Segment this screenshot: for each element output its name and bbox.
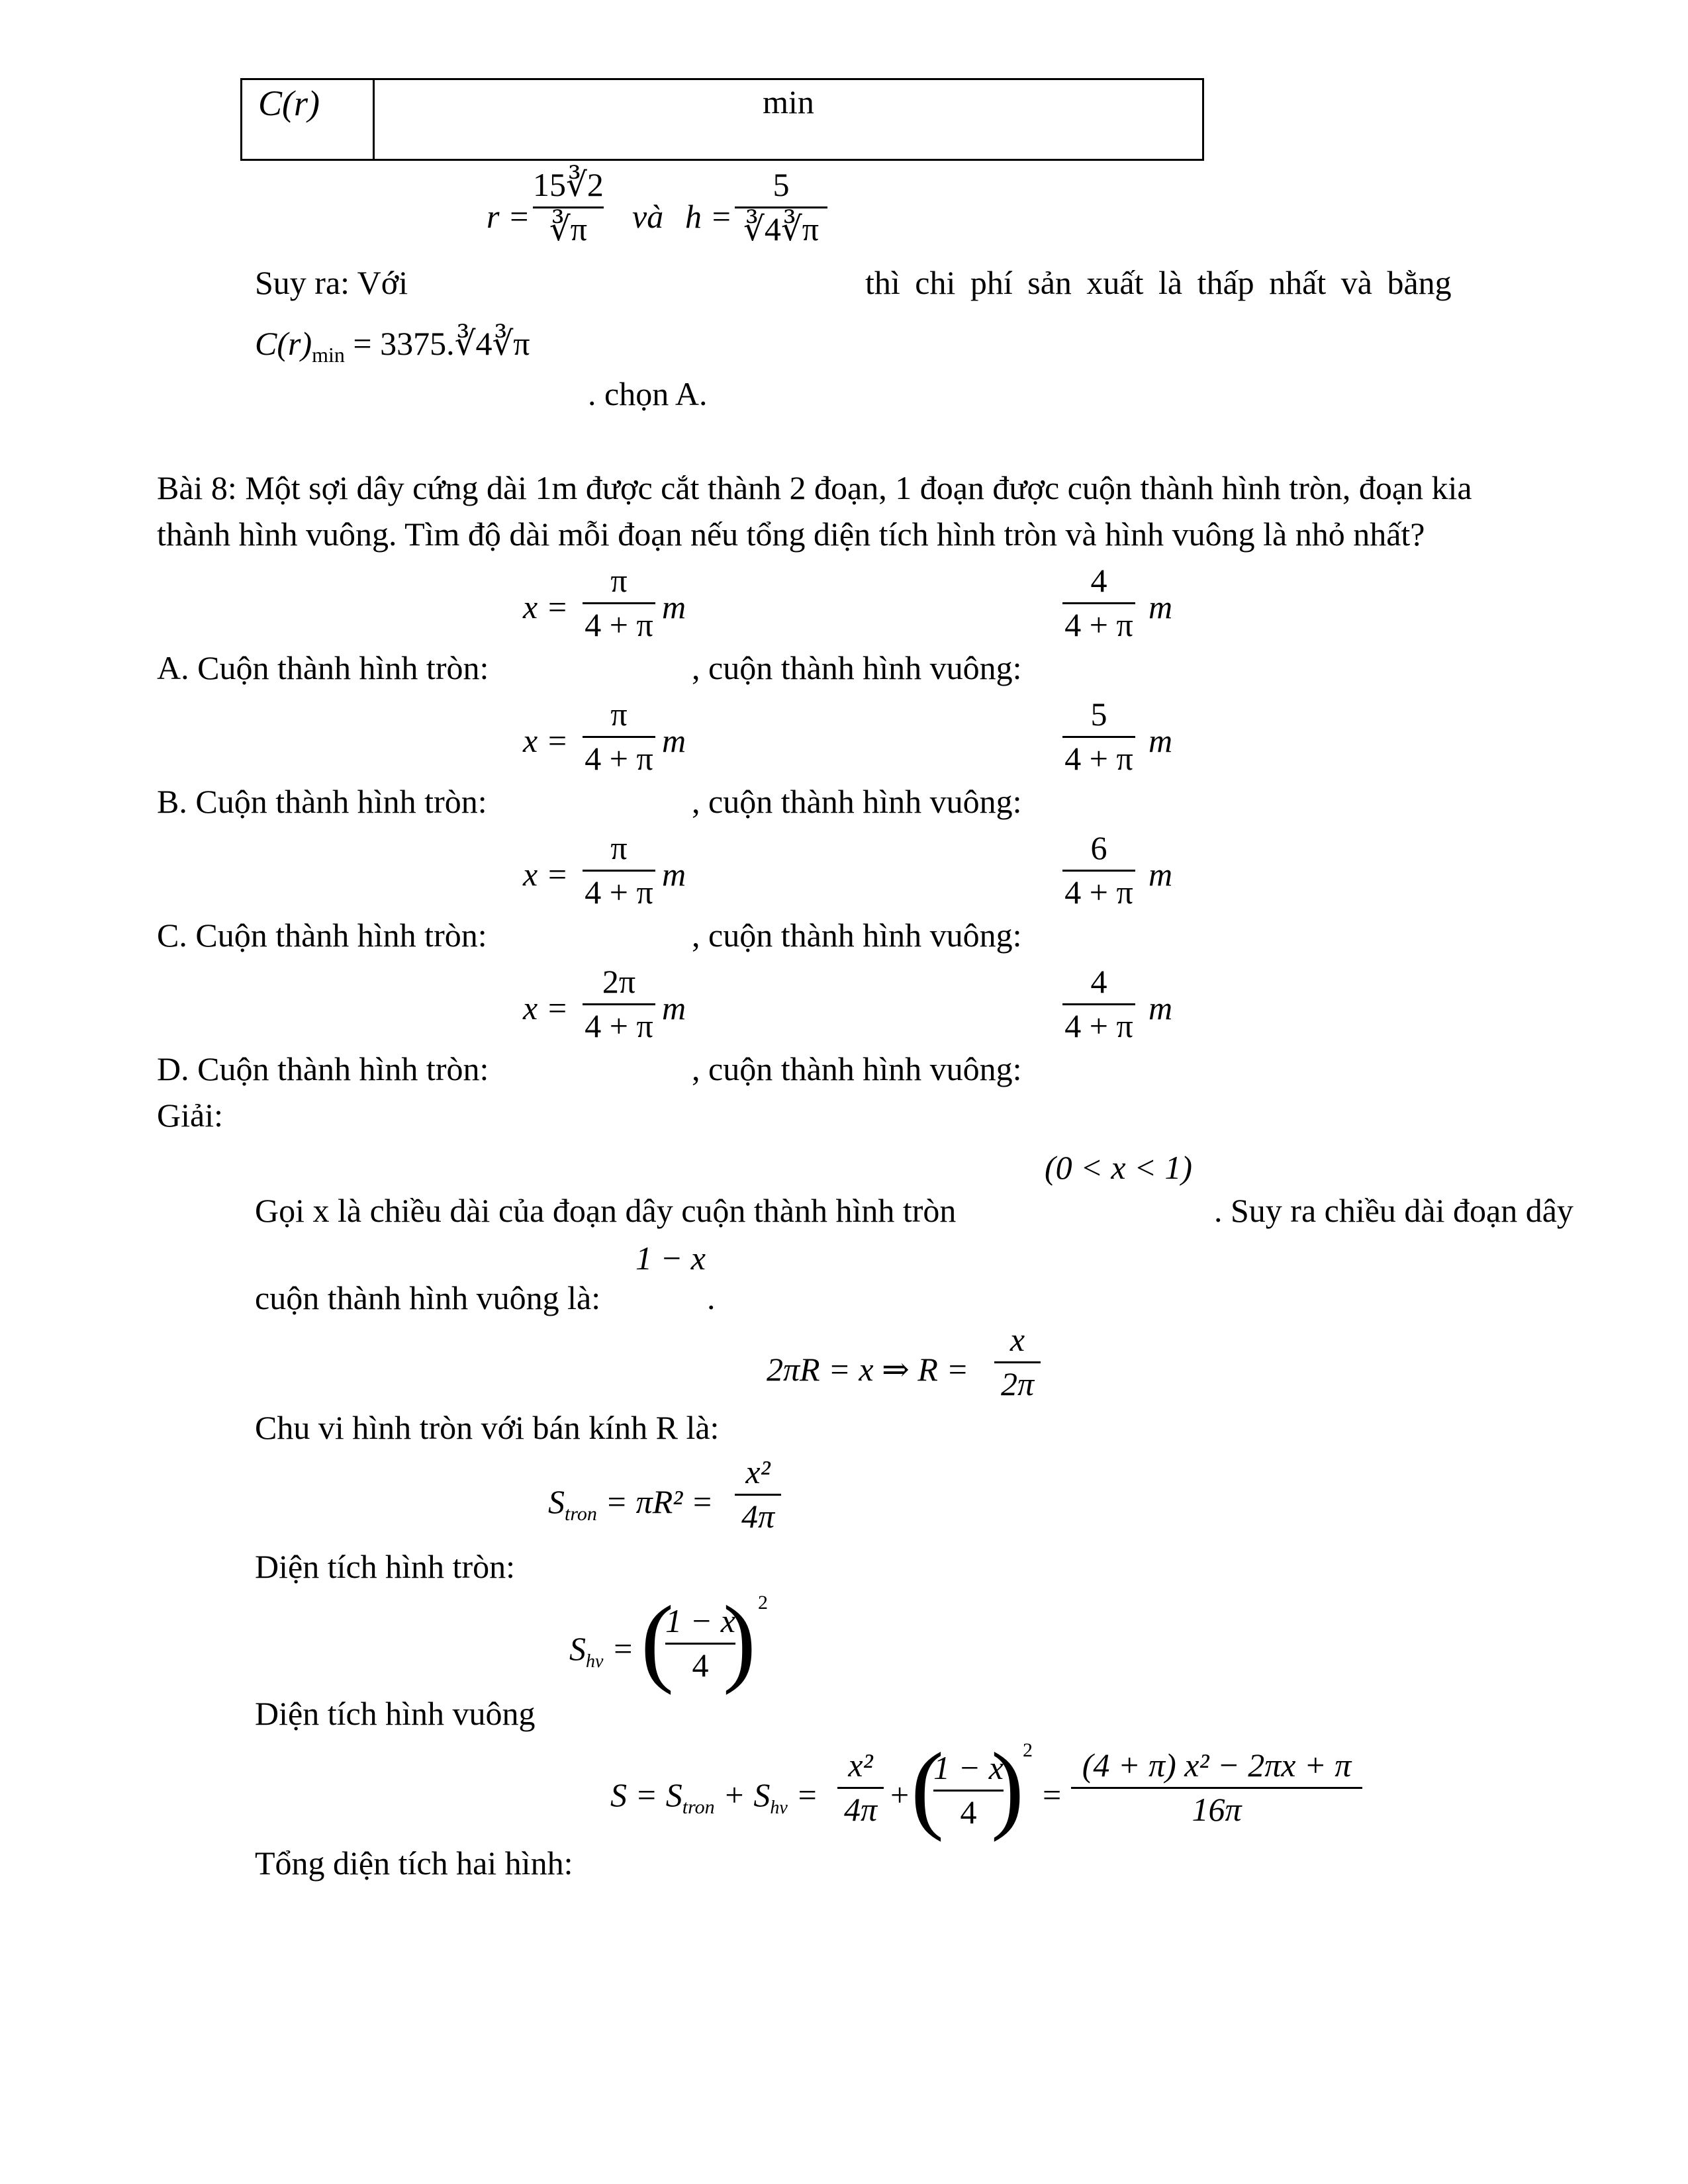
total-lhs: $S = S_{tron} + S_{hv}$ = <box>610 1776 819 1818</box>
total-frac1: x² 4π <box>837 1746 884 1829</box>
one-minus-x: 1 − x <box>635 1240 706 1277</box>
eq-r-frac: x 2π <box>994 1320 1041 1403</box>
s-hv-frac: 1 − x 4 <box>665 1602 735 1684</box>
goi-x-start: Gọi x là chiều dài của đoạn dây cuộn thành hình tròn <box>255 1192 957 1229</box>
formula-r-lhs: r = <box>487 198 530 235</box>
eq-r-lhs: 2πR = x ⇒ R = <box>767 1351 969 1388</box>
choose-a: . chọn A. <box>588 375 708 412</box>
total-rparen: ) <box>991 1733 1024 1843</box>
s-hv-lparen: ( <box>641 1586 674 1696</box>
s-tron-frac: x² 4π <box>735 1453 781 1535</box>
suy-ra-end: thì chi phí sản xuất là thấp nhất và bằng <box>865 264 1452 301</box>
formula-h-frac: 5 ∛4∛π <box>735 165 827 248</box>
total-frac3: (4 + π) x² − 2πx + π 16π <box>1071 1746 1362 1829</box>
dien-tich-tron-text: Diện tích hình tròn: <box>255 1548 515 1585</box>
suy-ra-start: Suy ra: Với <box>255 264 408 301</box>
cost-table <box>240 78 1204 161</box>
dot: . <box>707 1279 716 1316</box>
chu-vi-text: Chu vi hình tròn với bán kính R là: <box>255 1409 720 1446</box>
formula-h-lhs: h = <box>685 198 733 235</box>
table-right-cell: min <box>374 79 1203 160</box>
goi-x-end: . Suy ra chiều dài đoạn dây <box>1214 1192 1573 1229</box>
dien-tich-vuong-text: Diện tích hình vuông <box>255 1695 536 1732</box>
s-tron-eq: $S_{tron} = \pi R^2$ = <box>548 1483 714 1525</box>
total-frac2: 1 − x 4 <box>933 1749 1004 1831</box>
tong-text: Tổng diện tích hai hình: <box>255 1844 573 1882</box>
total-lparen: ( <box>911 1733 944 1843</box>
formula-and-word: và <box>632 198 664 235</box>
s-hv-rparen: ) <box>723 1586 756 1696</box>
table-left-cell: C(r) <box>242 79 374 160</box>
problem-line2: thành hình vuông. Tìm độ dài mỗi đoạn nếu tổng diện tích hình tròn và hình vuông là nhỏ nhất? <box>157 516 1425 553</box>
problem-line1: Bài 8: Một sợi dây cứng dài 1m được cắt thành 2 đoạn, 1 đoạn được cuộn thành hình tròn, đoạn kia <box>157 469 1472 506</box>
range-x: (0 < x < 1) <box>1045 1149 1192 1186</box>
total-eq2: = <box>1043 1776 1062 1813</box>
cmin-formula: $C(r)_{min}$ = 3375.∛4∛π <box>255 325 530 367</box>
formula-r-frac: 15∛2 ∛π <box>533 166 604 248</box>
total-plus2: + <box>890 1776 910 1813</box>
total-exp: 2 <box>1023 1739 1033 1761</box>
s-hv-exp: 2 <box>758 1592 768 1614</box>
solution-heading: Giải: <box>157 1097 223 1134</box>
s-hv-lhs: $S_{hv}$ = <box>569 1630 634 1672</box>
cuon-vuong: cuộn thành hình vuông là: <box>255 1279 601 1316</box>
